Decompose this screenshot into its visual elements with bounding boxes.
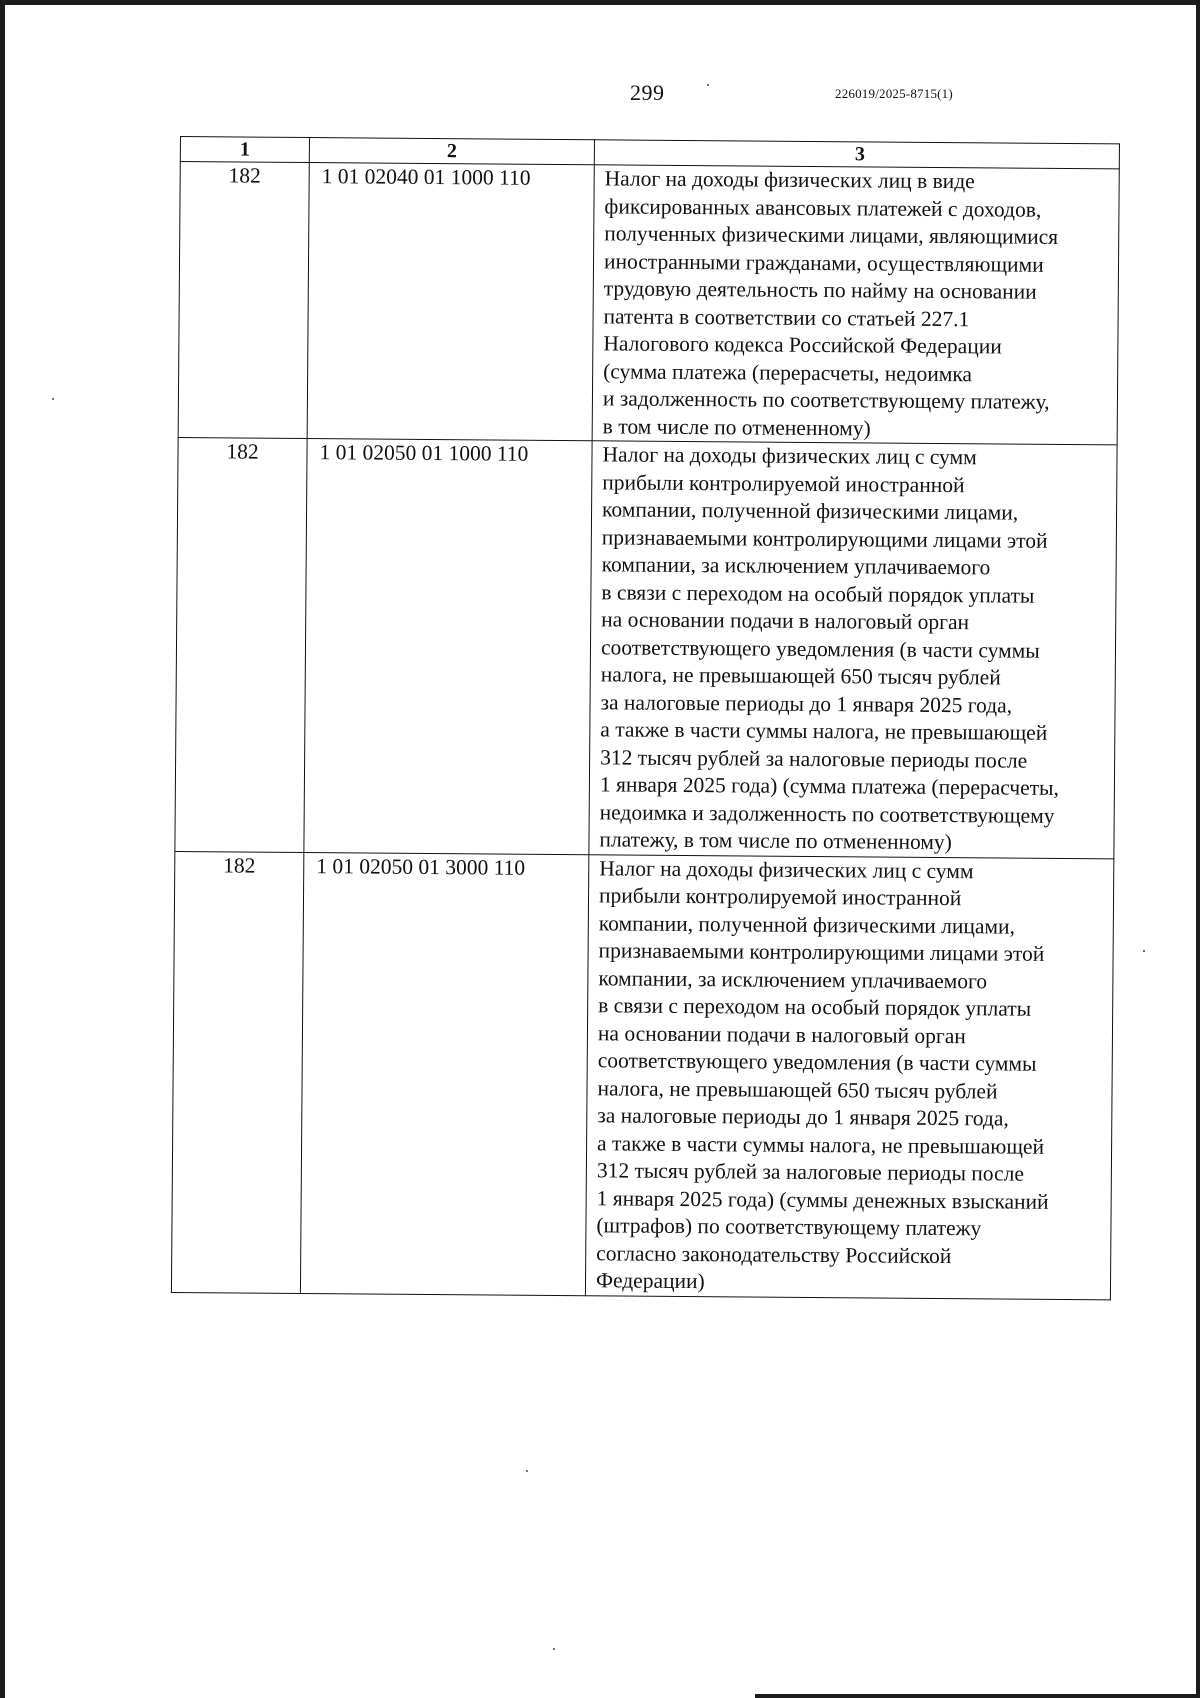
description-line: а также в части суммы налога, не превышающей xyxy=(600,717,1048,745)
kbk-code-cell: 1 01 02040 01 1000 110 xyxy=(307,163,594,441)
column-header-3: 3 xyxy=(594,140,1119,169)
description-line: 1 января 2025 года) (сумма платежа (перерасчеты, xyxy=(599,772,1060,800)
table-row xyxy=(175,437,1117,858)
document-reference: 226019/2025-8715(1) xyxy=(835,86,953,101)
description-line: фиксированных авансовых платежей с доходов, xyxy=(604,193,1042,222)
table-body xyxy=(171,162,1119,1300)
description-line: за налоговые периоды до 1 января 2025 года, xyxy=(600,689,1013,718)
column-header-1: 1 xyxy=(180,137,309,163)
description-cell xyxy=(585,854,1113,1299)
description-line: в том числе по отмененному) xyxy=(602,413,871,440)
description-line: недоимка и задолженность по соответствующему xyxy=(599,799,1055,828)
description-line: (сумма платежа (перерасчеты, недоимка xyxy=(603,358,973,386)
description-line: на основании подачи в налоговый орган xyxy=(601,607,970,635)
description-line: Налог на доходы физических лиц с сумм xyxy=(599,855,974,883)
scan-speck xyxy=(52,398,54,400)
table-row xyxy=(171,851,1113,1299)
description-line: платежу, в том числе по отмененному) xyxy=(599,827,952,855)
description-cell xyxy=(589,441,1117,859)
description-line: согласно законодательству Российской xyxy=(596,1240,952,1268)
scan-speck xyxy=(553,1648,555,1650)
description-line: 312 тысяч рублей за налоговые периоды после xyxy=(600,744,1028,773)
kbk-code-cell: 1 01 02050 01 3000 110 xyxy=(300,852,588,1295)
description-line: Налог на доходы физических лиц с сумм xyxy=(602,442,977,470)
budget-codes-table xyxy=(171,136,1120,1300)
description-line: налога, не превышающей 650 тысяч рублей xyxy=(597,1075,998,1103)
description-line: прибыли контролируемой иностранной xyxy=(602,469,965,497)
description-line: признаваемыми контролирующими лицами этой xyxy=(601,524,1048,553)
admin-code-cell: 182 xyxy=(171,851,303,1293)
description-line: трудовую деятельность по найму на основании xyxy=(603,276,1037,304)
description-line: в связи с переходом на особый порядок уплаты xyxy=(601,579,1035,608)
description-line: прибыли контролируемой иностранной xyxy=(598,883,962,911)
description-line: компании, за исключением уплачиваемого xyxy=(601,552,991,580)
admin-code-cell: 182 xyxy=(175,437,307,852)
description-line: Федерации) xyxy=(595,1268,705,1294)
description-line: и задолженность по соответствующему платежу, xyxy=(602,386,1050,414)
description-line: соответствующего уведомления (в части суммы xyxy=(597,1048,1037,1076)
kbk-code-cell: 1 01 02050 01 1000 110 xyxy=(304,439,592,855)
description-line: патента в соответствии со статьей 227.1 xyxy=(603,303,970,331)
scan-border-right xyxy=(1196,0,1200,1698)
scan-border-left xyxy=(0,0,5,1698)
description-line: налога, не превышающей 650 тысяч рублей xyxy=(600,662,1001,690)
description-line: в связи с переходом на особый порядок уплаты xyxy=(598,993,1032,1021)
description-line: соответствующего уведомления (в части суммы xyxy=(600,634,1040,663)
column-header-2: 2 xyxy=(309,138,594,165)
description-line: 312 тысяч рублей за налоговые периоды после xyxy=(596,1158,1025,1186)
description-line: компании, полученной физическими лицами, xyxy=(598,910,1016,939)
description-line: признаваемыми контролирующими лицами этой xyxy=(598,938,1045,966)
description-line: компании, за исключением уплачиваемого xyxy=(598,965,988,993)
description-line: компании, полученной физическими лицами, xyxy=(601,497,1019,525)
description-line: иностранными гражданами, осуществляющими xyxy=(603,248,1044,277)
description-line: (штрафов) по соответствующему платежу xyxy=(596,1213,982,1241)
description-line: 1 января 2025 года) (суммы денежных взысканий xyxy=(596,1185,1049,1214)
scan-border-bottom xyxy=(755,1694,1200,1698)
description-cell xyxy=(592,165,1119,445)
scan-speck xyxy=(707,84,709,86)
admin-code-cell: 182 xyxy=(178,162,309,439)
description-line: а также в части суммы налога, не превышающей xyxy=(597,1130,1045,1159)
table-row xyxy=(178,162,1119,445)
description-line: Налог на доходы физических лиц в виде xyxy=(604,166,975,194)
scan-speck xyxy=(1143,950,1145,952)
description-line: на основании подачи в налоговый орган xyxy=(597,1020,966,1048)
description-line: за налоговые периоды до 1 января 2025 года, xyxy=(597,1103,1009,1131)
scan-speck xyxy=(526,1470,528,1472)
scan-border-top xyxy=(0,0,1200,5)
page-number: 299 xyxy=(630,80,665,105)
description-line: полученных физическими лицами, являющимися xyxy=(604,221,1059,249)
description-line: Налогового кодекса Российской Федерации xyxy=(603,331,1002,359)
